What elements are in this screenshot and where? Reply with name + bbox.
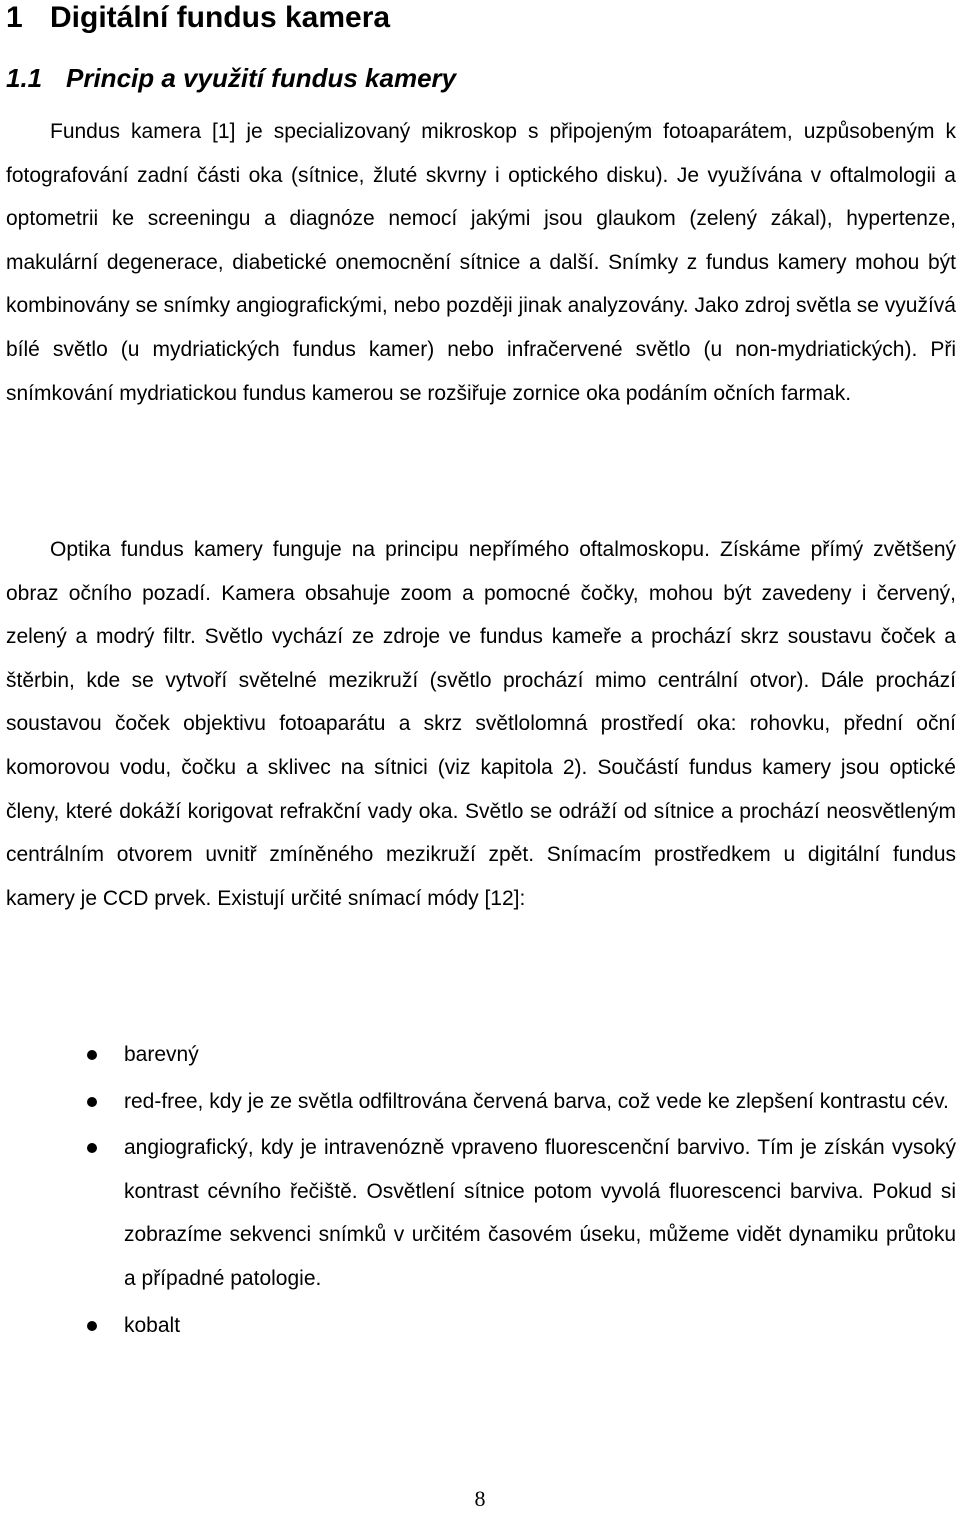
bullet-icon xyxy=(87,1050,97,1060)
page-number: 8 xyxy=(474,1486,486,1511)
list-item xyxy=(0,1126,956,1300)
list-item-text: kobalt xyxy=(124,1313,181,1337)
chapter-number: 1 xyxy=(6,1,23,34)
section-title: Princip a využití fundus kamery xyxy=(66,63,457,93)
section-heading xyxy=(6,62,456,94)
bullet-icon xyxy=(87,1143,97,1153)
list-item xyxy=(0,1080,956,1124)
list-item xyxy=(0,1033,956,1077)
list-item xyxy=(0,1304,956,1348)
section-number: 1.1 xyxy=(6,63,43,93)
list-item-text: red-free, kdy je ze světla odfiltrována červená barva, což vede ke zlepšení kontrastu cév. xyxy=(124,1089,949,1113)
paragraph: Fundus kamera [1] je specializovaný mikroskop s připojeným fotoaparátem, uzpůsobeným k fotografování zadní části oka (sítnice, žluté skvrny i optického disku). Je využívána v oftalmologii a optometrii ke screeningu a diagnóze nemocí jakými jsou glaukom (zelený zákal), hypertenze, makulární degenerace, diabetické onemocnění sítnice a další. Snímky z fundus kamery mohou být kombinovány se snímky angiografickými, nebo později jinak analyzovány. Jako zdroj světla se využívá bílé světlo (u mydriatických fundus kamer) nebo infračervené světlo (u non-mydriatických). Při snímkování mydriatickou fundus kamerou se rozšiřuje zornice oka podáním očních farmak. xyxy=(6,120,956,405)
list-item-text: barevný xyxy=(124,1043,199,1066)
bullet-icon xyxy=(87,1097,97,1107)
bullet-icon xyxy=(87,1321,97,1331)
chapter-heading xyxy=(6,0,390,36)
paragraph: Optika fundus kamery funguje na principu nepřímého oftalmoskopu. Získáme přímý zvětšený obraz očního pozadí. Kamera obsahuje zoom a pomocné čočky, mohou být zavedeny i červený, zelený a modrý filtr. Světlo vychází ze zdroje ve fundus kameře a prochází skrz soustavu čoček a štěrbin, kde se vytvoří světelné mezikruží (světlo prochází mimo centrální otvor). Dále prochází soustavou čoček objektivu fotoaparátu a skrz světlolomná prostředí oka: rohovku, přední oční komorovou vodu, čočku a sklivec na sítnici (viz kapitola 2). Součástí fundus kamery jsou optické členy, které dokáží korigovat refrakční vady oka. Světlo se odráží od sítnice a prochází neosvětleným centrálním otvorem uvnitř zmíněného mezikruží zpět. Snímacím prostředkem u digitální fundus kamery je CCD prvek. Existují určité snímací módy [12]: xyxy=(6,538,956,910)
bullet-list xyxy=(0,1033,960,1350)
list-item-text: angiografický, kdy je intravenózně vpraveno fluorescenční barvivo. Tím je získán vysoký kontrast cévního řečiště. Osvětlení sítnice potom vyvolá fluorescenci barviva. Pokud si zobrazíme sekvenci snímků v určitém časovém úseku, můžeme vidět dynamiku průtoku a případné patologie. xyxy=(124,1136,956,1290)
chapter-title: Digitální fundus kamera xyxy=(50,1,391,34)
